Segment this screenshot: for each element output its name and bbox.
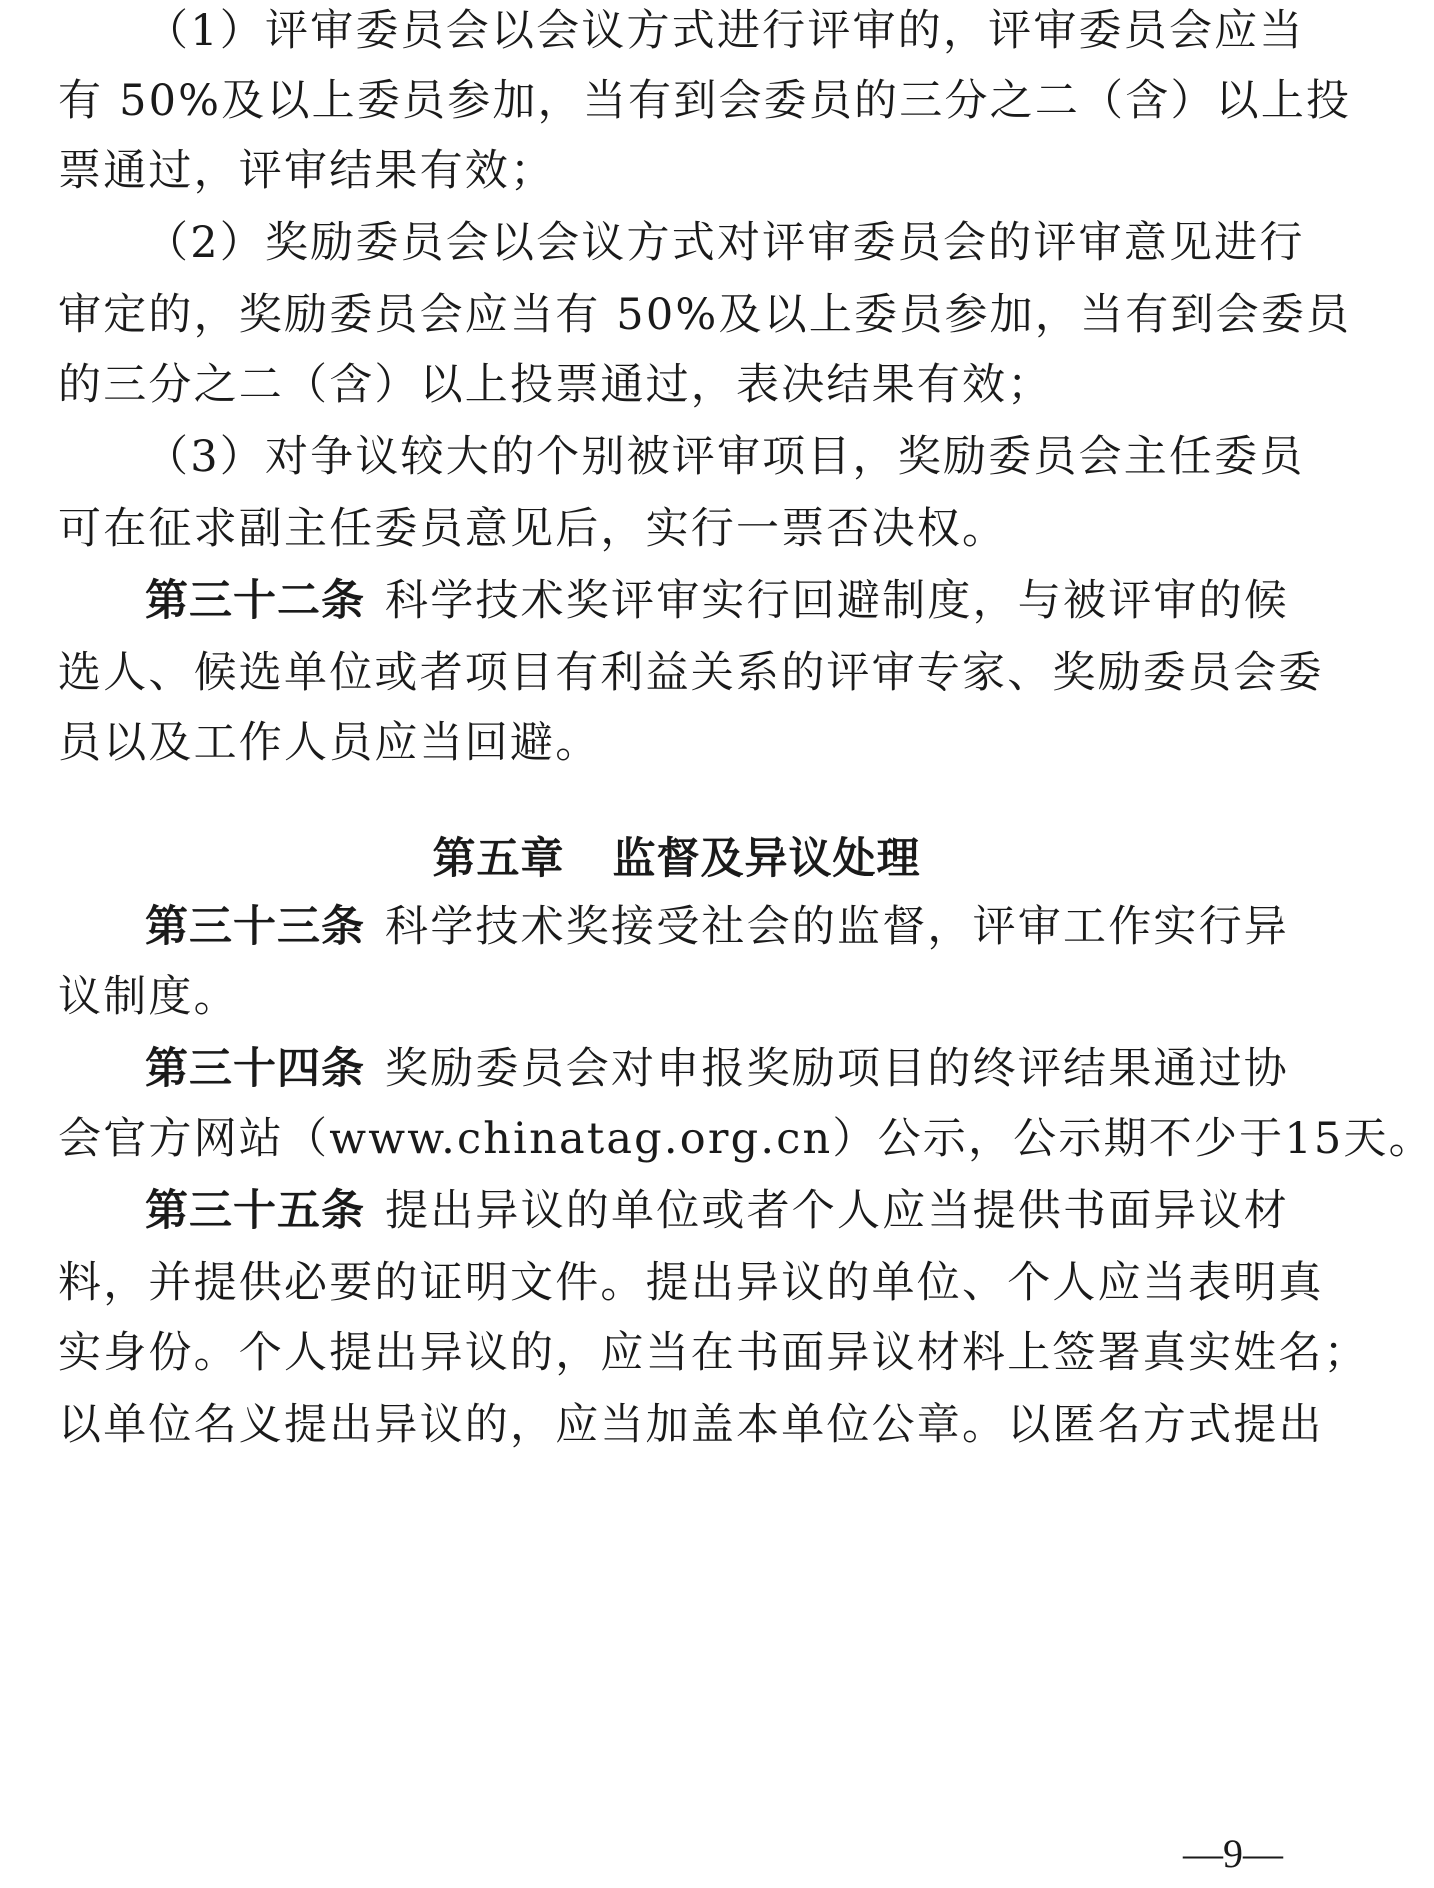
article-34-line-2: 会官方网站（www.chinatag.org.cn）公示，公示期不少于15天。 bbox=[58, 1114, 1434, 1164]
article-35-line-4: 以单位名义提出异议的，应当加盖本单位公章。以匿名方式提出 bbox=[58, 1400, 1324, 1450]
paragraph-2-line-2: 审定的，奖励委员会应当有 50%及以上委员参加，当有到会委员 bbox=[58, 290, 1352, 340]
paragraph-1-line-3: 票通过，评审结果有效； bbox=[58, 146, 556, 196]
page-number: —9— bbox=[1183, 1831, 1283, 1876]
paragraph-2-line-3: 的三分之二（含）以上投票通过，表决结果有效； bbox=[58, 360, 1053, 410]
paragraph-2-line-1: （2）奖励委员会以会议方式对评审委员会的评审意见进行 bbox=[145, 218, 1305, 268]
article-32-heading: 第三十二条 bbox=[145, 576, 365, 626]
article-32-text-1: 科学技术奖评审实行回避制度，与被评审的候 bbox=[385, 576, 1289, 626]
paragraph-1-line-2: 有 50%及以上委员参加，当有到会委员的三分之二（含）以上投 bbox=[58, 76, 1352, 126]
article-35-line-3: 实身份。个人提出异议的，应当在书面异议材料上签署真实姓名； bbox=[58, 1328, 1369, 1378]
article-33-heading: 第三十三条 bbox=[145, 902, 365, 952]
article-33-text-1: 科学技术奖接受社会的监督，评审工作实行异 bbox=[385, 902, 1289, 952]
paragraph-3-line-1: （3）对争议较大的个别被评审项目，奖励委员会主任委员 bbox=[145, 432, 1305, 482]
article-34-text-1: 奖励委员会对申报奖励项目的终评结果通过协 bbox=[385, 1044, 1289, 1094]
article-34-line-1 bbox=[145, 1040, 1289, 1098]
article-32-line-2: 选人、候选单位或者项目有利益关系的评审专家、奖励委员会委 bbox=[58, 648, 1324, 698]
article-32-line-1 bbox=[145, 572, 1289, 630]
article-33-line-1 bbox=[145, 898, 1289, 956]
chapter-name: 监督及异议处理 bbox=[612, 834, 921, 884]
paragraph-3-line-2: 可在征求副主任委员意见后，实行一票否决权。 bbox=[58, 504, 1008, 554]
chapter-title bbox=[0, 830, 1353, 888]
article-33-line-2: 议制度。 bbox=[58, 972, 239, 1022]
article-35-line-1 bbox=[145, 1182, 1289, 1240]
article-34-heading: 第三十四条 bbox=[145, 1044, 365, 1094]
article-35-line-2: 料，并提供必要的证明文件。提出异议的单位、个人应当表明真 bbox=[58, 1258, 1324, 1308]
paragraph-1-line-1: （1）评审委员会以会议方式进行评审的，评审委员会应当 bbox=[145, 6, 1305, 56]
article-32-line-3: 员以及工作人员应当回避。 bbox=[58, 718, 601, 768]
chapter-number: 第五章 bbox=[432, 834, 565, 884]
article-35-heading: 第三十五条 bbox=[145, 1186, 365, 1236]
article-35-text-1: 提出异议的单位或者个人应当提供书面异议材 bbox=[385, 1186, 1289, 1236]
